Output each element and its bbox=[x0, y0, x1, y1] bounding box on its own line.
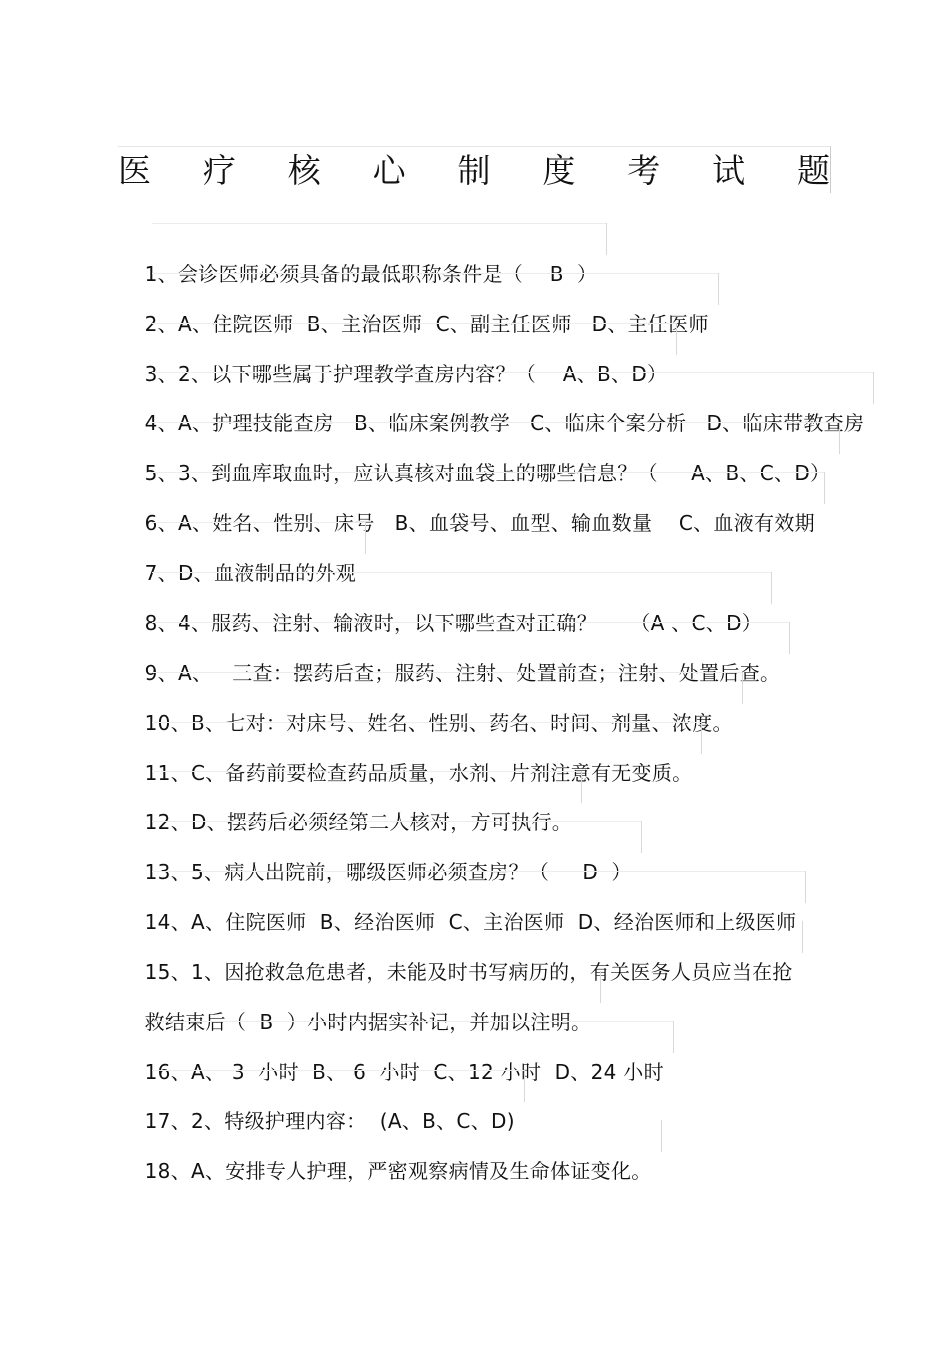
question-line bbox=[118, 877, 797, 934]
line-text: 5、3、到血库取血时，应认真核对血袋上的哪些信息？（ A、B、C、D） bbox=[144, 461, 831, 485]
document-title bbox=[118, 150, 830, 192]
question-line bbox=[118, 1126, 652, 1183]
line-text: 11、C、备药前要检查药品质量，水剂、片剂注意有无变质。 bbox=[144, 761, 693, 785]
title-char: 心 bbox=[372, 151, 406, 190]
question-line bbox=[118, 1076, 515, 1133]
title-char: 题 bbox=[797, 151, 830, 190]
question-line bbox=[118, 528, 357, 585]
question-line bbox=[118, 428, 831, 485]
title-char: 度 bbox=[542, 151, 576, 190]
line-text: 14、A、住院医师 B、经治医师 C、主治医师 D、经治医师和上级医师 bbox=[144, 910, 797, 934]
question-line bbox=[118, 229, 598, 286]
question-line bbox=[118, 628, 781, 685]
title-char: 考 bbox=[627, 151, 661, 190]
line-text: 2、A、住院医师 B、主治医师 C、副主任医师 D、主任医师 bbox=[144, 312, 709, 336]
line-text: 4、A、护理技能查房 B、临床案例教学 C、临床个案分析 D、临床带教查房 bbox=[144, 411, 865, 435]
line-text: 10、B、七对：对床号、姓名、性别、药名、时间、剂量、浓度。 bbox=[144, 711, 733, 735]
question-line bbox=[118, 279, 709, 336]
line-text: 6、A、姓名、性别、床号 B、血袋号、血型、输血数量 C、血液有效期 bbox=[144, 511, 815, 535]
line-text: 12、D、摆药后必须经第二人核对，方可执行。 bbox=[144, 810, 573, 834]
line-text: 9、A、 三查：摆药后查；服药、注射、处置前查；注射、处置后查。 bbox=[144, 661, 781, 685]
question-line bbox=[118, 777, 573, 834]
question-line bbox=[118, 578, 763, 635]
question-line bbox=[118, 678, 733, 735]
title-char: 医 bbox=[118, 151, 151, 190]
question-line bbox=[118, 1027, 664, 1084]
question-line bbox=[118, 927, 793, 984]
title-char: 核 bbox=[287, 151, 321, 190]
question-line bbox=[118, 478, 815, 535]
line-text: 7、D、血液制品的外观 bbox=[144, 561, 357, 585]
question-line bbox=[118, 378, 865, 435]
line-text: 17、2、特级护理内容： (A、B、C、D) bbox=[144, 1109, 515, 1133]
line-text: 18、A、安排专人护理，严密观察病情及生命体证变化。 bbox=[144, 1159, 652, 1183]
question-line bbox=[118, 728, 693, 785]
line-text: 3、2、以下哪些属于护理教学查房内容？（ A、B、D） bbox=[144, 362, 668, 386]
question-line bbox=[118, 329, 668, 386]
title-char: 制 bbox=[457, 151, 491, 190]
line-text: 15、1、因抢救急危患者，未能及时书写病历的，有关医务人员应当在抢 bbox=[144, 960, 793, 984]
question-line bbox=[118, 977, 592, 1034]
line-text: 13、5、病人出院前，哪级医师必须查房？（ D ） bbox=[144, 860, 632, 884]
title-char: 试 bbox=[712, 151, 746, 190]
line-text: 16、A、 3 小时 B、 6 小时 C、12 小时 D、24 小时 bbox=[144, 1060, 664, 1084]
line-text: 救结束后（ B ）小时内据实补记，并加以注明。 bbox=[144, 1010, 592, 1034]
title-char: 疗 bbox=[202, 151, 236, 190]
line-text: 8、4、服药、注射、输液时，以下哪些查对正确？ （A 、C、D） bbox=[144, 611, 763, 635]
line-text: 1、会诊医师必须具备的最低职称条件是（ B ） bbox=[144, 262, 598, 286]
question-line bbox=[118, 827, 632, 884]
